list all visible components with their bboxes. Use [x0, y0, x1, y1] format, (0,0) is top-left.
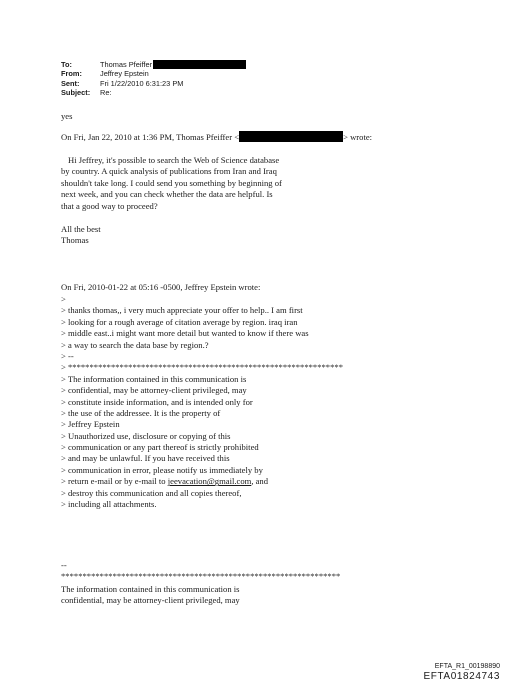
from-value: Jeffrey Epstein [100, 69, 149, 79]
quoted-line: > a way to search the data base by region.? [61, 339, 209, 350]
quoted-line: > communication or any part thereof is strictly prohibited [61, 442, 259, 453]
sent-label: Sent: [61, 78, 80, 88]
reply-text: yes [61, 111, 73, 121]
quoted-line: > -- [61, 350, 74, 361]
signoff-line: All the best [61, 224, 101, 234]
bates-footer [423, 662, 500, 683]
header-subject-row [61, 88, 246, 97]
quoted-line: > Unauthorized use, disclosure or copying of this [61, 430, 231, 441]
quote1-attribution-start: On Fri, Jan 22, 2010 at 1:36 PM, Thomas Pfeiffer < [61, 131, 240, 142]
signature-line: confidential, may be attorney-client privileged, may [61, 595, 240, 606]
sent-value: Fri 1/22/2010 6:31:23 PM [100, 78, 184, 88]
subject-value: Re: [100, 88, 112, 98]
quoted-line: > [61, 294, 66, 304]
quote1-line: by country. A quick analysis of publications from Iran and Iraq [61, 166, 277, 177]
quoted-line: > including all attachments. [61, 499, 157, 510]
return-prefix: > return e-mail or by e-mail to [61, 476, 168, 487]
email-header [61, 60, 246, 98]
header-from-row [61, 69, 246, 78]
signature-stars: ***************************************************************** [61, 571, 341, 581]
from-label: From: [61, 69, 82, 79]
quoted-line: > looking for a rough average of citation average by region. iraq iran [61, 316, 298, 327]
signoff-line: Thomas [61, 235, 89, 246]
quoted-line: > The information contained in this communication is [61, 373, 247, 384]
bates-number-small: EFTA_R1_00198890 [434, 663, 500, 670]
quoted-line: > constitute inside information, and is intended only for [61, 396, 253, 407]
return-suffix: , and [251, 476, 269, 487]
to-label: To: [61, 60, 72, 69]
quoted-line: > and may be unlawful. If you have received this [61, 453, 230, 464]
email-link[interactable]: jeevacation@gmail.com [167, 476, 252, 487]
redaction-bar [153, 60, 246, 69]
quote1-line: Hi Jeffrey, it's possible to search the Web of Science database [68, 155, 280, 165]
quote1-line: that a good way to proceed? [61, 200, 158, 211]
quoted-line: > **************************************************************** [61, 362, 343, 373]
quote2-attribution: On Fri, 2010-01-22 at 05:16 -0500, Jeffrey Epstein wrote: [61, 282, 261, 292]
quote1-line: shouldn't take long. I could send you something by beginning of [61, 177, 282, 188]
quoted-line: > middle east..i might want more detail but wanted to know if there was [61, 328, 309, 339]
header-to-row [61, 60, 246, 69]
subject-label: Subject: [61, 88, 91, 98]
quote1-signoff [61, 224, 101, 247]
to-value: Thomas Pfeiffer [100, 60, 153, 69]
quoted-line-email [61, 476, 397, 487]
quote1-line: next week, and you can check whether the data are helpful. Is [61, 189, 273, 200]
quoted-line: > destroy this communication and all copies thereof, [61, 487, 242, 498]
quote1-attribution-end: > wrote: [343, 131, 373, 142]
signature-body [61, 584, 240, 607]
header-sent-row [61, 79, 246, 88]
quote1-body [61, 155, 282, 212]
signature-dashes: -- [61, 560, 67, 570]
quote2-body [61, 294, 397, 510]
quoted-line: > thanks thomas,, i very much appreciate your offer to help.. I am first [61, 305, 303, 316]
bates-number-large: EFTA01824743 [423, 671, 500, 682]
quoted-line: > confidential, may be attorney-client privileged, may [61, 385, 247, 396]
quote1-attribution [61, 131, 372, 142]
quoted-line: > Jeffrey Epstein [61, 419, 120, 430]
signature-line: The information contained in this communication is [61, 584, 240, 594]
redaction-bar [239, 131, 343, 142]
quoted-line: > communication in error, please notify us immediately by [61, 464, 263, 475]
quoted-line: > the use of the addressee. It is the property of [61, 407, 221, 418]
